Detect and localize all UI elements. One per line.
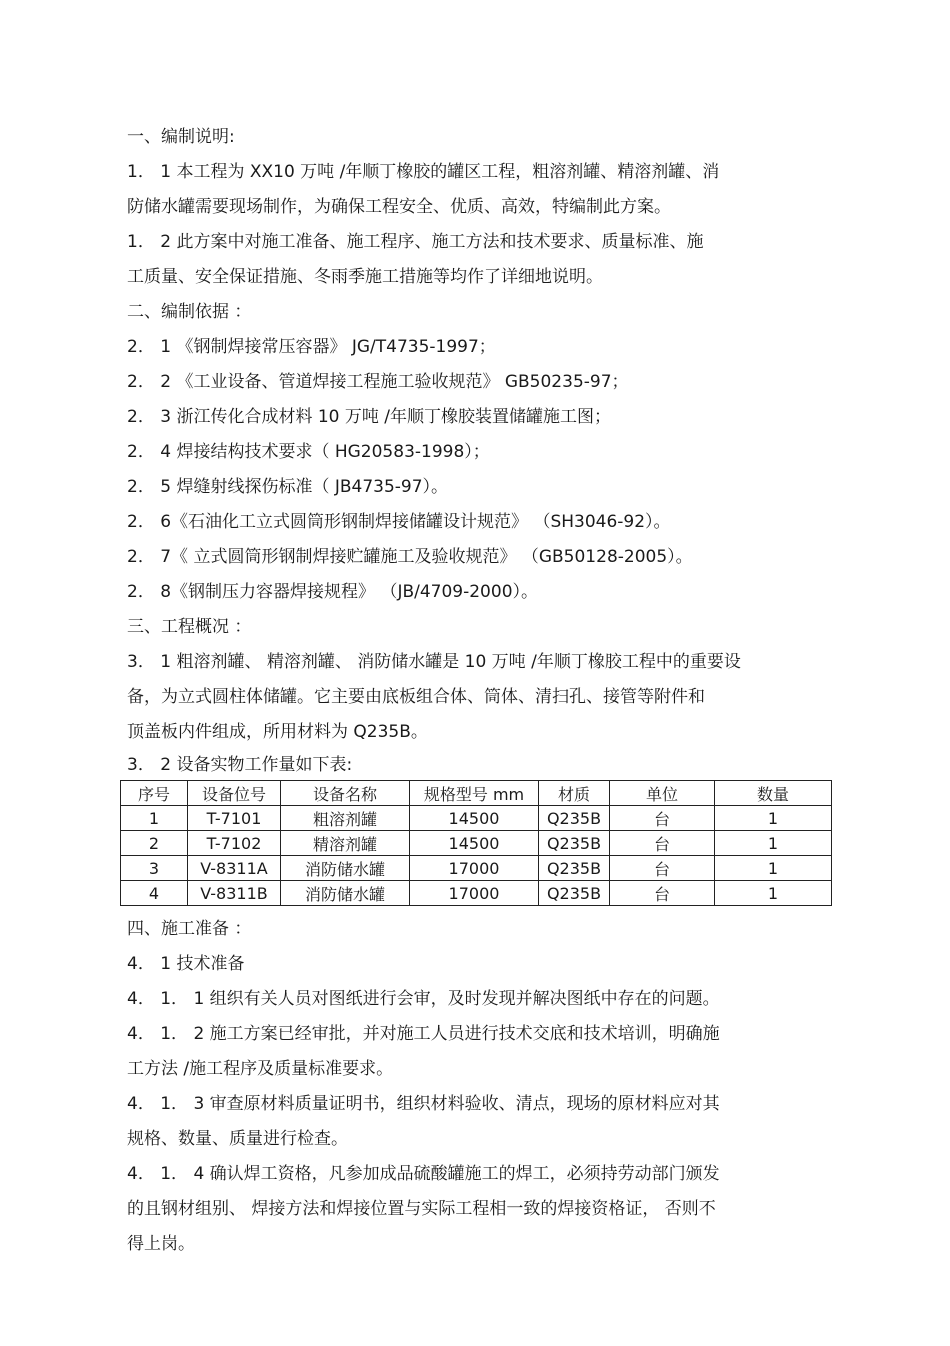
cell-material: Q235B: [539, 831, 610, 856]
cell-name: 消防储水罐: [281, 881, 410, 906]
cell-qty: 1: [715, 831, 832, 856]
item-4-1-1: 4． 1． 1 组织有关人员对图纸进行会审，及时发现并解决图纸中存在的问题。: [127, 989, 720, 1009]
paragraph-3-2: 3． 2 设备实物工作量如下表:: [127, 755, 353, 775]
basis-item-7: 2． 7《 立式圆筒形钢制焊接贮罐施工及验收规范》 （GB50128-2005）。: [127, 547, 693, 567]
section-heading-1: 一、编制说明:: [127, 127, 235, 147]
paragraph-1-2-line-2: 工质量、安全保证措施、冬雨季施工措施等均作了详细地说明。: [127, 267, 603, 287]
table-row: [121, 881, 832, 906]
cell-no: 4: [121, 881, 188, 906]
cell-unit: 台: [610, 881, 715, 906]
section-heading-3: 三、工程概况 ：: [127, 617, 252, 637]
cell-material: Q235B: [539, 806, 610, 831]
cell-tag: V-8311B: [188, 881, 281, 906]
table-row: [121, 831, 832, 856]
basis-item-2: 2． 2 《工业设备、管道焊接工程施工验收规范》 GB50235-97；: [127, 372, 629, 392]
cell-name: 粗溶剂罐: [281, 806, 410, 831]
table-header-row: [121, 781, 832, 806]
cell-material: Q235B: [539, 856, 610, 881]
paragraph-1-1-line-2: 防储水罐需要现场制作，为确保工程安全、优质、高效，特编制此方案。: [127, 197, 671, 217]
header-no: 序号: [121, 781, 188, 806]
cell-name: 精溶剂罐: [281, 831, 410, 856]
cell-unit: 台: [610, 831, 715, 856]
paragraph-3-1-line-1: 3． 1 粗溶剂罐、 精溶剂罐、 消防储水罐是 10 万吨 /年顺丁橡胶工程中的重要设: [127, 652, 741, 672]
basis-item-4: 2． 4 焊接结构技术要求（ HG20583-1998）；: [127, 442, 490, 462]
header-spec: 规格型号 mm: [410, 781, 539, 806]
header-material: 材质: [539, 781, 610, 806]
cell-name: 消防储水罐: [281, 856, 410, 881]
item-4-1-4-line-1: 4． 1． 4 确认焊工资格，凡参加成品硫酸罐施工的焊工，必须持劳动部门颁发: [127, 1164, 720, 1184]
cell-unit: 台: [610, 856, 715, 881]
equipment-table: [120, 780, 832, 906]
paragraph-1-1-line-1: 1． 1 本工程为 XX10 万吨 /年顺丁橡胶的罐区工程，粗溶剂罐、精溶剂罐、消: [127, 162, 720, 182]
cell-spec: 14500: [410, 806, 539, 831]
item-4-1-3-line-1: 4． 1． 3 审查原材料质量证明书，组织材料验收、清点，现场的原材料应对其: [127, 1094, 720, 1114]
paragraph-1-2-line-1: 1． 2 此方案中对施工准备、施工程序、施工方法和技术要求、质量标准、施: [127, 232, 704, 252]
cell-tag: T-7102: [188, 831, 281, 856]
header-qty: 数量: [715, 781, 832, 806]
document-body: [127, 120, 837, 1262]
item-4-1-2-line-1: 4． 1． 2 施工方案已经审批，并对施工人员进行技术交底和技术培训，明确施: [127, 1024, 720, 1044]
cell-spec: 17000: [410, 856, 539, 881]
item-4-1-4-line-2: 的且钢材组别、 焊接方法和焊接位置与实际工程相一致的焊接资格证， 否则不: [127, 1199, 716, 1219]
basis-item-5: 2． 5 焊缝射线探伤标准（ JB4735-97）。: [127, 477, 449, 497]
basis-item-1: 2． 1 《钢制焊接常压容器》 JG/T4735-1997；: [127, 337, 496, 357]
cell-spec: 17000: [410, 881, 539, 906]
item-4-1-4-line-3: 得上岗。: [127, 1234, 195, 1254]
table-row: [121, 806, 832, 831]
cell-tag: T-7101: [188, 806, 281, 831]
section-heading-4: 四、施工准备 ：: [127, 919, 252, 939]
basis-item-6: 2． 6《石油化工立式圆筒形钢制焊接储罐设计规范》 （SH3046-92）。: [127, 512, 671, 532]
basis-item-3: 2． 3 浙江传化合成材料 10 万吨 /年顺丁橡胶装置储罐施工图；: [127, 407, 612, 427]
cell-no: 3: [121, 856, 188, 881]
cell-tag: V-8311A: [188, 856, 281, 881]
item-4-1-3-line-2: 规格、数量、质量进行检查。: [127, 1129, 348, 1149]
cell-no: 2: [121, 831, 188, 856]
cell-qty: 1: [715, 856, 832, 881]
paragraph-3-1-line-2: 备，为立式圆柱体储罐。它主要由底板组合体、筒体、清扫孔、接管等附件和: [127, 687, 705, 707]
cell-qty: 1: [715, 806, 832, 831]
header-name: 设备名称: [281, 781, 410, 806]
subsection-4-1: 4． 1 技术准备: [127, 954, 245, 974]
paragraph-3-1-line-3: 顶盖板内件组成，所用材料为 Q235B。: [127, 722, 428, 742]
header-tag: 设备位号: [188, 781, 281, 806]
section-heading-2: 二、编制依据 ：: [127, 302, 252, 322]
cell-unit: 台: [610, 806, 715, 831]
basis-item-8: 2． 8《钢制压力容器焊接规程》 （JB/4709-2000）。: [127, 582, 539, 602]
cell-qty: 1: [715, 881, 832, 906]
item-4-1-2-line-2: 工方法 /施工程序及质量标准要求。: [127, 1059, 394, 1079]
cell-spec: 14500: [410, 831, 539, 856]
cell-no: 1: [121, 806, 188, 831]
cell-material: Q235B: [539, 881, 610, 906]
header-unit: 单位: [610, 781, 715, 806]
table-row: [121, 856, 832, 881]
